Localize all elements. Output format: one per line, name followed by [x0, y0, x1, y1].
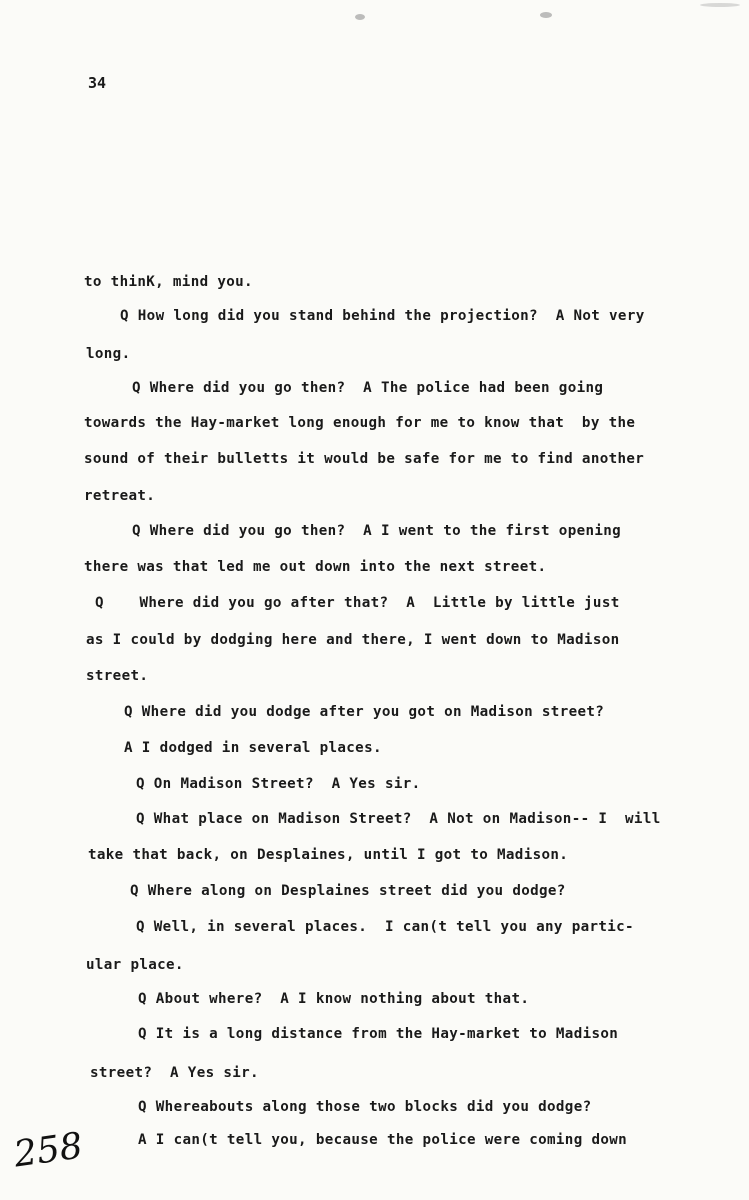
text-line: Q Where did you go after that? A Little by little just: [95, 595, 620, 611]
text-line: A I can(t tell you, because the police were coming down: [138, 1132, 628, 1148]
scan-mark: [355, 14, 365, 20]
text-line: sound of their bulletts it would be safe for me to find another: [84, 451, 645, 467]
text-line: Q What place on Madison Street? A Not on Madison-- I will: [136, 811, 661, 827]
text-line: to thinK, mind you.: [84, 274, 253, 290]
scan-mark: [540, 12, 552, 18]
text-line: Q Whereabouts along those two blocks did you dodge?: [138, 1099, 592, 1115]
text-line: street.: [86, 668, 149, 684]
text-line: there was that led me out down into the next street.: [84, 559, 547, 575]
text-line: Q Where along on Desplaines street did you dodge?: [130, 883, 566, 899]
text-line: Q About where? A I know nothing about that.: [138, 991, 530, 1007]
text-line: towards the Hay-market long enough for me to know that by the: [84, 415, 636, 431]
text-line: Q It is a long distance from the Hay-market to Madison: [138, 1026, 619, 1042]
scan-mark: [700, 3, 740, 7]
text-line: Q Well, in several places. I can(t tell you any partic-: [136, 919, 634, 935]
text-line: Q Where did you go then? A The police had been going: [132, 380, 604, 396]
text-line: ular place.: [86, 957, 184, 973]
page-number: 34: [88, 74, 107, 92]
text-line: street? A Yes sir.: [90, 1065, 259, 1081]
text-line: retreat.: [84, 488, 156, 504]
text-line: A I dodged in several places.: [124, 740, 382, 756]
handwritten-page-annotation: 258: [11, 1125, 86, 1176]
text-line: Q How long did you stand behind the projection? A Not very: [120, 308, 645, 324]
text-line: take that back, on Desplaines, until I got to Madison.: [88, 847, 569, 863]
text-line: Q On Madison Street? A Yes sir.: [136, 776, 421, 792]
text-line: long.: [86, 346, 131, 362]
text-line: as I could by dodging here and there, I went down to Madison: [86, 632, 620, 648]
text-line: Q Where did you go then? A I went to the first opening: [132, 523, 622, 539]
text-line: Q Where did you dodge after you got on Madison street?: [124, 704, 605, 720]
